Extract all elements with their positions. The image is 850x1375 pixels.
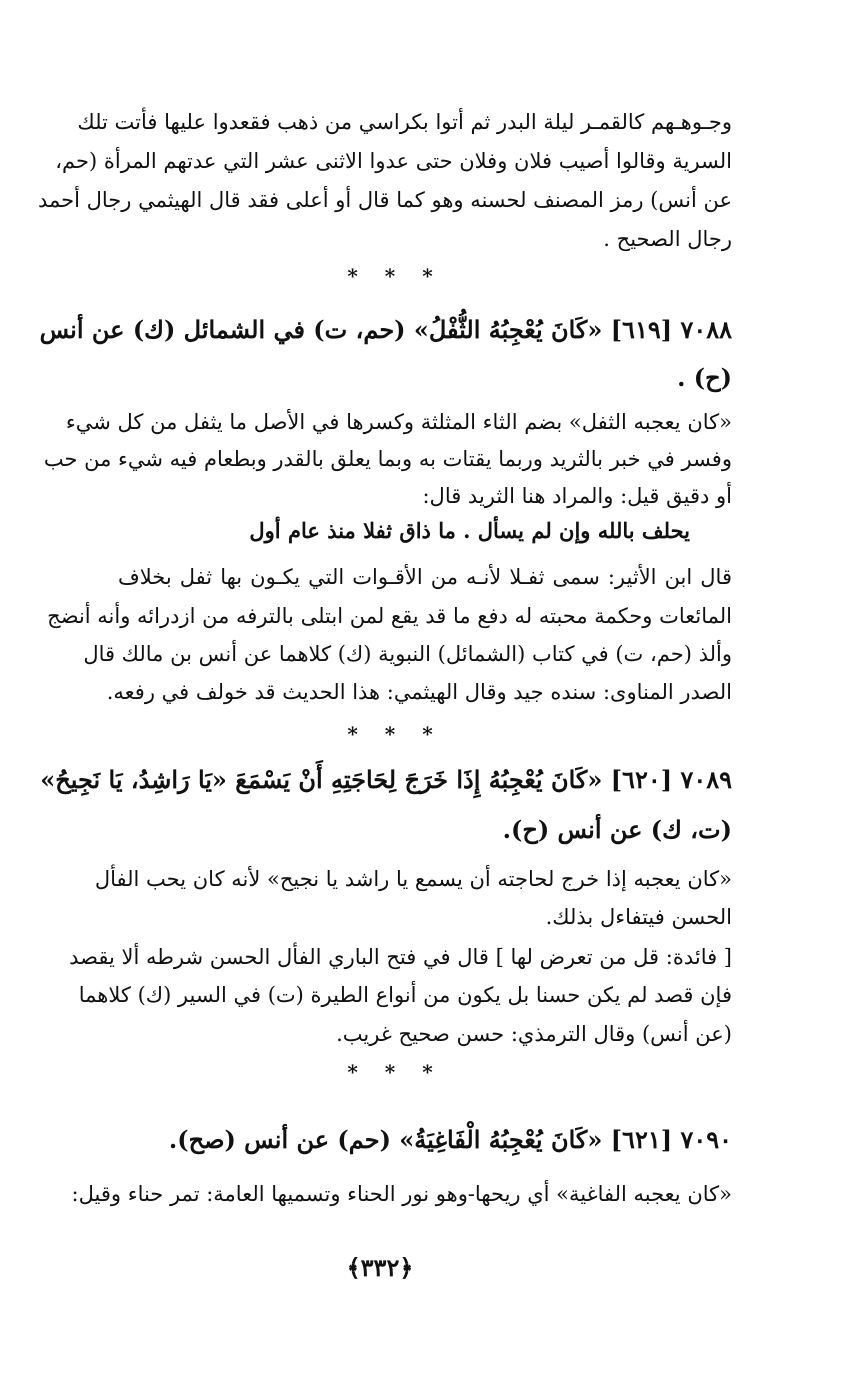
text-line: (عن أنس) وقال الترمذي: حسن صحيح غريب.	[336, 1022, 732, 1046]
hadith-heading: (ح) .	[677, 363, 732, 392]
section-separator: * * *	[347, 722, 443, 746]
text-line: المائعات وحكمة محبته له دفع ما قد يقع لمن ابتلى بالترفه من ازدرائه وأنه أنضج	[47, 604, 732, 628]
text-line: [ فائدة: قل من تعرض لها ] قال في فتح الباري الفأل الحسن شرطه ألا يقصد	[69, 945, 732, 969]
text-line: رجال الصحيح .	[603, 227, 732, 251]
hadith-heading: (ت، ك) عن أنس (ح).	[502, 815, 732, 844]
text-line: وفسر في خبر بالثريد وربما يقتات به وبما يعلق بالقدر وبطعام فيه شيء من حب	[43, 447, 732, 471]
poetry-verse: يحلف بالله وإن لم يسأل . ما ذاق ثفلا منذ عام أول	[249, 518, 690, 543]
text-line: أو دقيق قيل: والمراد هنا الثريد قال:	[422, 484, 732, 508]
page-number: ﴿٣٣٢﴾	[346, 1253, 414, 1282]
section-separator: * * *	[347, 1060, 443, 1084]
text-line: عن أنس) رمز المصنف لحسنه وهو كما قال أو أعلى فقد قال الهيثمي رجال أحمد	[38, 188, 732, 212]
text-line: الصدر المناوى: سنده جيد وقال الهيثمي: هذا الحديث قد خولف في رفعه.	[106, 680, 732, 704]
text-line: قال ابن الأثير: سمى ثفـلا لأنـه من الأقـوات التي يكـون بها ثفل بخلاف	[118, 565, 732, 589]
text-line: السرية وقالوا أصيب فلان وفلان حتى عدوا الاثنى عشر التي عدتهم المرأة (حم،	[55, 149, 732, 173]
text-line: فإن قصد لم يكن حسنا بل يكون من أنواع الطيرة (ت) في السير (ك) كلاهما	[78, 983, 732, 1007]
hadith-heading: ٧٠٨٨ [٦١٩] «كَانَ يُعْجِبُهُ الثُّفْلُ» (حم، ت) في الشمائل (ك) عن أنس	[39, 315, 732, 344]
text-line: «كان يعجبه إذا خرج لحاجته أن يسمع يا راشد يا نجيح» لأنه كان يحب الفأل	[94, 867, 732, 891]
hadith-heading: ٧٠٩٠ [٦٢١] «كَانَ يُعْجِبُهُ الْفَاغِيَةُ» (حم) عن أنس (صح).	[168, 1125, 732, 1154]
section-separator: * * *	[347, 264, 443, 288]
text-line: الحسن فيتفاءل بذلك.	[545, 905, 732, 929]
hadith-heading: ٧٠٨٩ [٦٢٠] «كَانَ يُعْجِبُهُ إِذَا خَرَجَ لِحَاجَتِهِ أَنْ يَسْمَعَ «يَا رَاشِدُ، يَا نَجِيحُ»	[40, 765, 732, 794]
text-line: وألذ (حم، ت) في كتاب (الشمائل) النبوية (ك) كلاهما عن أنس بن مالك قال	[83, 642, 732, 666]
text-line: وجـوهـهم كالقمـر ليلة البدر ثم أتوا بكراسي من ذهب فقعدوا عليها فأتت تلك	[77, 110, 732, 134]
text-line: «كان يعجبه الفاغية» أي ريحها-وهو نور الحناء وتسميها العامة: تمر حناء وقيل:	[71, 1182, 732, 1206]
text-line: «كان يعجبه الثفل» بضم الثاء المثلثة وكسرها في الأصل ما يثفل من كل شيء	[65, 410, 732, 434]
